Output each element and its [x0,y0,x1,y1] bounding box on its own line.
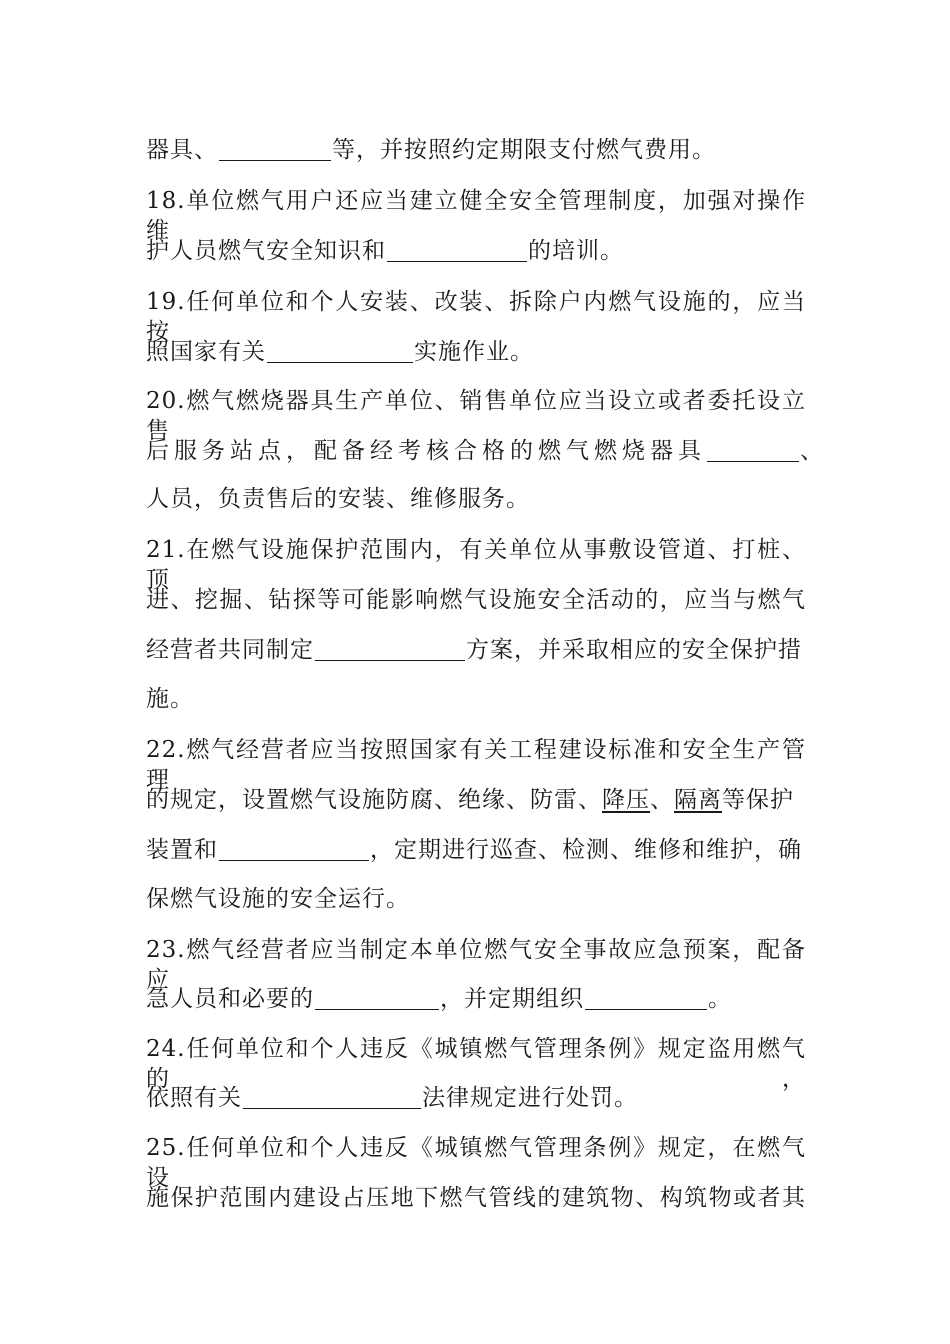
q20-line-3: 人员，负责售后的安装、维修服务。 [146,486,530,512]
text-run: 照国家有关 [146,339,266,365]
q24-line-1: 24.任何单位和个人违反《城镇燃气管理条例》规定盗用燃气的， [146,1036,806,1092]
q24-line-2 [146,1083,806,1113]
text-run: 。 [708,986,732,1012]
fill-blank [219,838,369,861]
q19-line-1: 19.任何单位和个人安装、改装、拆除户内燃气设施的，应当按 [146,289,806,345]
fill-blank [243,1086,421,1109]
q18-line-1: 18.单位燃气用户还应当建立健全安全管理制度，加强对操作维 [146,188,806,244]
text-run: ，定期进行巡查、检测、维修和维护，确 [370,837,802,863]
q17-line [146,135,806,165]
text-run: 装置和 [146,837,218,863]
q20-line-2 [146,436,828,466]
q22-line-4: 保燃气设施的安全运行。 [146,886,410,912]
text-run: 急人员和必要的 [146,986,314,1012]
q25-line-2: 施保护范围内建设占压地下燃气管线的建筑物、构筑物或者其 [146,1185,806,1211]
q25-line-1: 25.任何单位和个人违反《城镇燃气管理条例》规定，在燃气设 [146,1135,806,1191]
fill-blank [315,987,439,1010]
text-run: 护人员燃气安全知识和 [146,238,386,264]
text-run: 的规定，设置燃气设施防腐、绝缘、防雷、 [146,787,602,813]
text-run: 实施作业。 [414,339,534,365]
q20-line-1: 20.燃气燃烧器具生产单位、销售单位应当设立或者委托设立售 [146,388,806,444]
fill-blank [585,987,707,1010]
text-run: 经营者共同制定 [146,637,314,663]
text-run: 、 [800,438,828,464]
q22-line-3 [146,835,806,865]
underlined-term: 隔离 [674,787,722,813]
text-run: 后服务站点，配备经考核合格的燃气燃烧器具 [146,438,706,464]
q21-line-2: 进、挖掘、钻探等可能影响燃气设施安全活动的，应当与燃气 [146,587,806,613]
text-run: 器具、 [146,137,218,163]
text-run: 依照有关 [146,1085,242,1111]
underlined-term: 降压 [602,787,650,813]
q21-line-4: 施。 [146,686,194,712]
q23-line-1: 23.燃气经营者应当制定本单位燃气安全事故应急预案，配备应 [146,937,806,993]
fill-blank [707,439,799,462]
text-run: 等保护 [722,787,794,813]
text-run: 等，并按照约定期限支付燃气费用。 [332,137,716,163]
q21-line-3 [146,635,806,665]
q22-line-1: 22.燃气经营者应当按照国家有关工程建设标准和安全生产管理 [146,737,806,793]
fill-blank [219,138,331,161]
text-run: 法律规定进行处罚。 [422,1085,638,1111]
text-run: ，并定期组织 [440,986,584,1012]
text-run: 的培训。 [528,238,624,264]
q21-line-1: 21.在燃气设施保护范围内，有关单位从事敷设管道、打桩、顶 [146,537,806,593]
text-run: 、 [650,787,674,813]
q22-line-2 [146,785,806,815]
q19-line-2 [146,337,806,367]
q18-line-2 [146,236,806,266]
q23-line-2 [146,984,806,1014]
fill-blank [267,340,413,363]
fill-blank [387,239,527,262]
text-run: 方案，并采取相应的安全保护措 [466,637,802,663]
fill-blank [315,638,465,661]
